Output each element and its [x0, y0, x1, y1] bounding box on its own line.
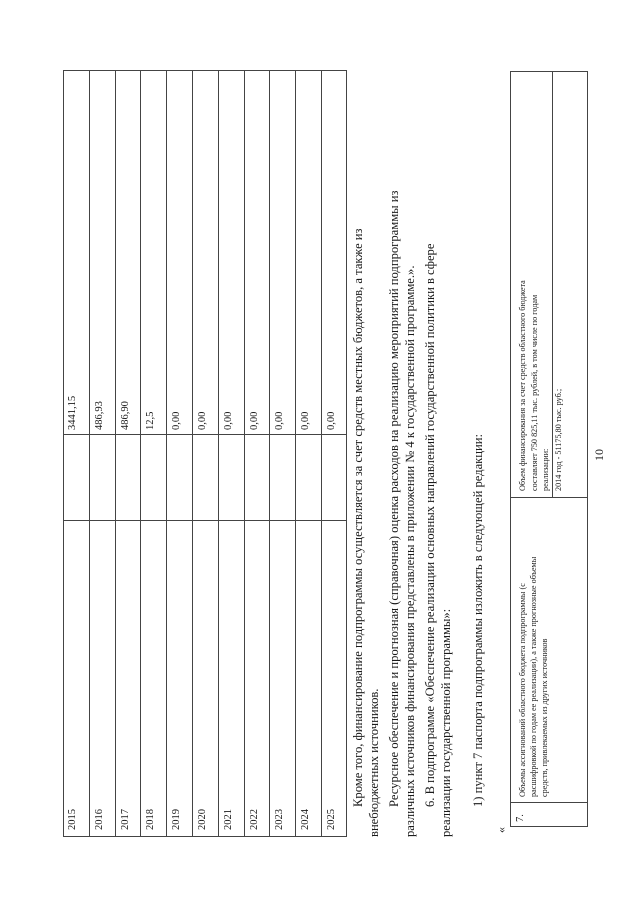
year-cell: 2015 — [63, 520, 89, 837]
passport-item-number: 7. — [511, 802, 587, 826]
amount-cell: 0,00 — [219, 70, 244, 434]
table-row — [166, 70, 192, 837]
year-cell: 2021 — [219, 520, 244, 837]
amount-cell: 0,00 — [167, 70, 192, 434]
amount-cell: 0,00 — [193, 70, 218, 434]
paragraph-line: реализации государственной программы»: — [439, 608, 454, 837]
paragraph-additional-funding — [350, 68, 382, 837]
amount-cell: 0,00 — [270, 70, 295, 434]
paragraph-line: 6. В подпрограмме «Обеспечение реализации основных направлений государственной политики в сфере — [423, 243, 437, 807]
amount-cell: 12,5 — [141, 70, 166, 434]
empty-cell — [90, 434, 115, 520]
table-row — [218, 70, 244, 837]
paragraph-item-6 — [422, 68, 454, 837]
table-row — [140, 70, 166, 837]
year-funding-table — [63, 70, 347, 837]
table-row — [321, 70, 347, 837]
passport-item-label — [511, 497, 587, 802]
table-row — [192, 70, 218, 837]
empty-cell — [270, 434, 295, 520]
value-line: реализации: — [541, 448, 550, 491]
opening-quote-mark: « — [494, 827, 508, 833]
empty-cell — [116, 434, 141, 520]
amount-cell: 3441,15 — [63, 70, 89, 434]
empty-cell — [193, 434, 218, 520]
label-line: средств, привлекаемых из других источников — [540, 638, 549, 797]
amount-cell: 0,00 — [322, 70, 347, 434]
year-cell: 2024 — [296, 520, 321, 837]
paragraph-resource-provision — [386, 68, 418, 837]
table-row — [89, 70, 115, 837]
paragraph-line: различных источников финансирования представлены в приложении № 4 к государственной программе.». — [403, 265, 418, 837]
passport-item-7-table — [510, 71, 588, 827]
table-row — [295, 70, 321, 837]
table-row — [269, 70, 295, 837]
table-row — [63, 70, 89, 837]
empty-cell — [322, 434, 347, 520]
amount-cell: 486,90 — [116, 70, 141, 434]
amount-cell: 0,00 — [245, 70, 270, 434]
year-cell: 2020 — [193, 520, 218, 837]
value-line: составляет 750 825,11 тыс. рублей, в том числе по годам — [529, 294, 539, 491]
year-cell: 2019 — [167, 520, 192, 837]
passport-item-value — [511, 72, 587, 497]
paragraph-line: Ресурсное обеспечение и прогнозная (справочная) оценка расходов на реализацию мероприятий подпрограммы из — [387, 190, 401, 807]
label-line: Объемы ассигнований областного бюджета подпрограммы (с — [518, 583, 527, 797]
year-cell: 2016 — [90, 520, 115, 837]
label-line: расшифровкой по годам ее реализации), а также прогнозные объемы — [529, 556, 538, 797]
paragraph-line: Кроме того, финансирование подпрограммы осуществляется за счет средств местных бюджетов, а также из — [351, 228, 365, 807]
empty-cell — [63, 434, 89, 520]
year-cell: 2022 — [245, 520, 270, 837]
page-number: 10 — [592, 449, 606, 461]
paragraph-line: внебюджетных источников. — [367, 688, 382, 837]
amount-cell: 0,00 — [296, 70, 321, 434]
paragraph-line: 1) пункт 7 паспорта подпрограммы изложить в следующей редакции: — [471, 433, 485, 807]
empty-cell — [219, 434, 244, 520]
empty-cell — [296, 434, 321, 520]
value-line: Объем финансирования за счет средств областного бюджета — [518, 280, 527, 491]
year-cell: 2018 — [141, 520, 166, 837]
amount-cell: 486,93 — [90, 70, 115, 434]
year-cell: 2017 — [116, 520, 141, 837]
empty-cell — [167, 434, 192, 520]
empty-cell — [245, 434, 270, 520]
table-row — [244, 70, 270, 837]
value-line: 2014 год - 51175,80 тыс. руб.; — [553, 388, 563, 491]
empty-cell — [141, 434, 166, 520]
table-row — [115, 70, 141, 837]
year-cell: 2025 — [322, 520, 347, 837]
year-cell: 2023 — [270, 520, 295, 837]
paragraph-item-6-1 — [470, 68, 486, 837]
